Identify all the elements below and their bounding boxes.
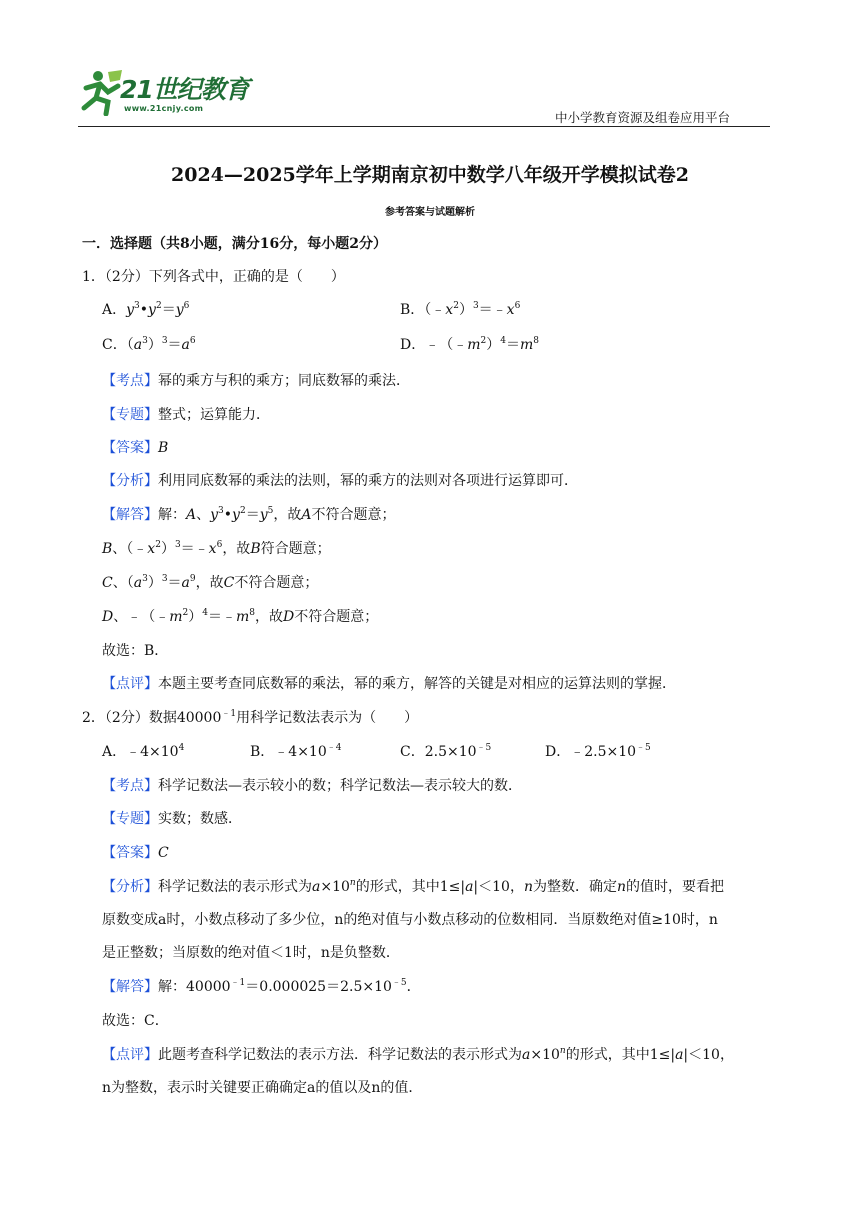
q2-option-d: D．$﹣2.5\times 10^{﹣5}$: [545, 743, 651, 760]
q2-dianping: 【点评】此题考查科学记数法的表示方法．科学记数法的表示形式为$a\times 10^n$的形式，其中1≤|a|＜10，: [102, 1046, 734, 1063]
q2-kaodian: 【考点】科学记数法—表示较小的数；科学记数法—表示较大的数．: [102, 778, 522, 794]
q2-option-c: C．$2.5\times 10^{﹣5}$: [400, 743, 492, 760]
q1-option-b: B．$(﹣x^2)^3=﹣x^6$: [400, 301, 521, 318]
question-2-stem: 2．（2分）数据$40000^{﹣1}$用科学记数法表示为（ ）: [82, 709, 419, 726]
q1-kaodian: 【考点】幂的乘方与积的乘方；同底数幂的乘法．: [102, 373, 410, 389]
q1-option-a: A．$y^3•y^2=y^6$: [102, 301, 190, 318]
q2-conclusion: 故选：C．: [102, 1013, 169, 1029]
q1-conclusion: 故选：B．: [102, 643, 169, 659]
q2-dianping-line2: n为整数，表示时关键要正确确定a的值以及n的值．: [102, 1080, 423, 1096]
q1-jieda-c: C、$(a^3)^3=a^9$，故C不符合题意；: [102, 574, 319, 591]
q2-jieda: 【解答】解：$40000^{﹣1}=0.000025=2.5\times 10^{﹣5}$．: [102, 978, 421, 995]
logo-url: www.21cnjy.com: [124, 104, 204, 113]
platform-name: 中小学教育资源及组卷应用平台: [555, 111, 731, 125]
q1-zhuanti: 【专题】整式；运算能力．: [102, 407, 270, 423]
section-heading: 一．选择题（共8小题，满分16分，每小题2分）: [82, 236, 387, 252]
q2-option-a: A．$﹣4\times 10^4$: [102, 743, 185, 760]
q2-answer: 【答案】C: [102, 845, 169, 861]
q2-zhuanti: 【专题】实数；数感．: [102, 811, 242, 827]
q2-fenxi-line3: 是正整数；当原数的绝对值＜1时，n是负整数．: [102, 945, 400, 961]
q1-answer: 【答案】B: [102, 440, 169, 456]
page-title: 2024—2025学年上学期南京初中数学八年级开学模拟试卷2: [171, 164, 689, 186]
q2-fenxi: 【分析】科学记数法的表示形式为$a\times 10^n$的形式，其中1≤|a|＜10，n为整数．确定n的值时，要看把: [102, 878, 725, 895]
q1-jieda-d: D、$﹣(﹣m^2)^4=﹣m^8$，故D不符合题意；: [102, 608, 379, 625]
q2-fenxi-line2: 原数变成a时，小数点移动了多少位，n的绝对值与小数点移动的位数相同．当原数绝对值≥10时，n: [102, 912, 718, 928]
q1-jieda-b: B、$(﹣x^2)^3=﹣x^6$，故B符合题意；: [102, 540, 331, 557]
question-1-stem: 1．（2分）下列各式中，正确的是（ ）: [82, 269, 345, 285]
logo-text: 21世纪教育: [120, 75, 249, 104]
page-subtitle: 参考答案与试题解析: [385, 207, 475, 218]
q2-option-b: B．$﹣4\times 10^{﹣4}$: [250, 743, 342, 760]
q1-jieda: 【解答】解：A、$y^3•y^2=y^5$，故A不符合题意；: [102, 506, 396, 523]
q1-option-d: D．$﹣(﹣m^2)^4=m^8$: [400, 336, 539, 353]
q1-option-c: C．$(a^3)^3=a^6$: [102, 336, 196, 353]
q1-fenxi: 【分析】利用同底数幂的乘法的法则，幂的乘方的法则对各项进行运算即可．: [102, 473, 578, 489]
q1-dianping: 【点评】本题主要考查同底数幂的乘法，幂的乘方，解答的关键是对相应的运算法则的掌握．: [102, 676, 676, 692]
header-divider: [78, 126, 770, 127]
